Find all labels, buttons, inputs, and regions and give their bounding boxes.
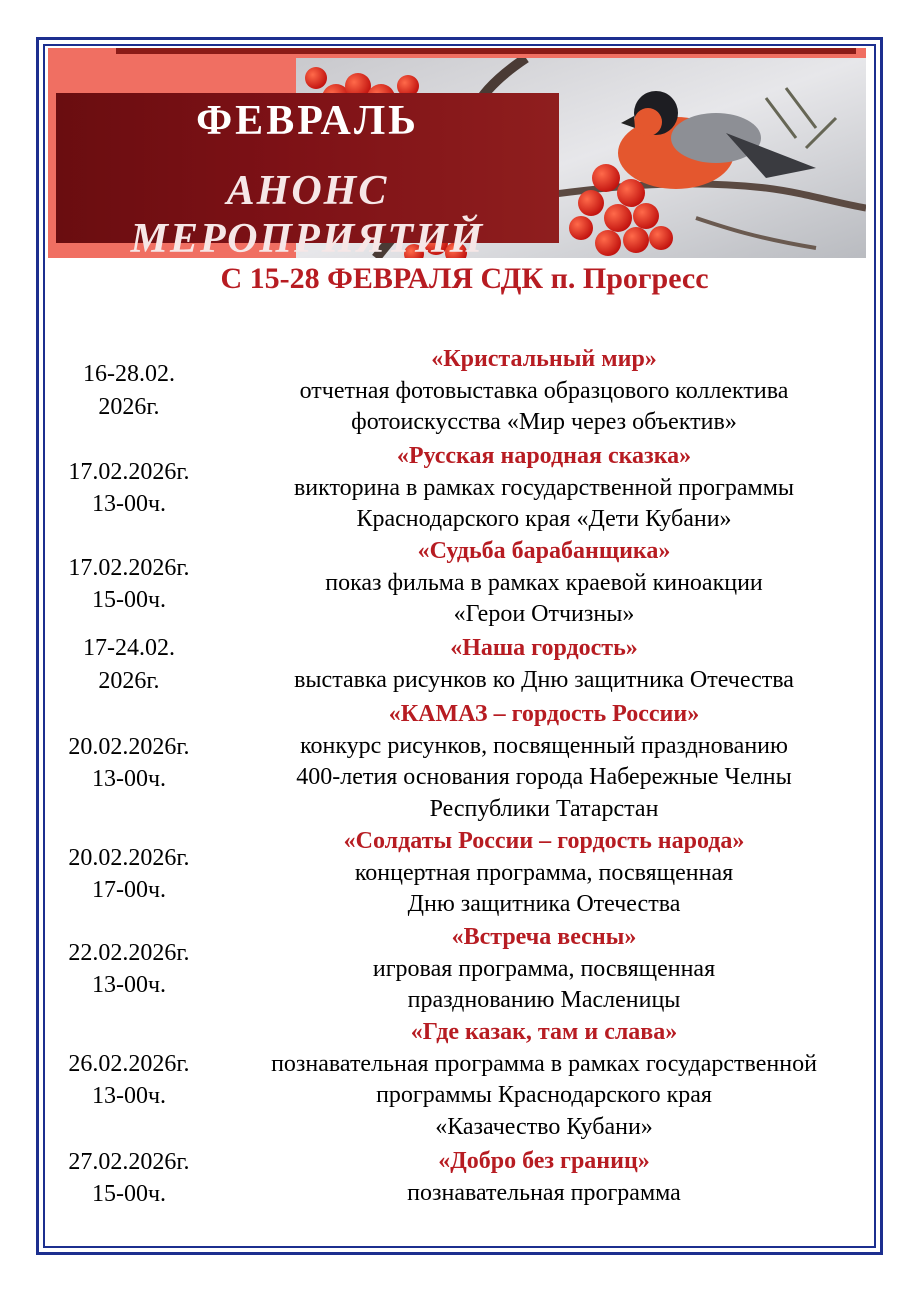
event-info xyxy=(218,826,870,921)
event-date: 17.02.2026г. 15-00ч. xyxy=(68,555,190,613)
event-date: 17.02.2026г. 13-00ч. xyxy=(68,459,190,517)
event-info xyxy=(218,1017,870,1143)
event-description: отчетная фотовыставка образцового коллектива фотоискусства «Мир через объектив» xyxy=(299,377,789,435)
event-info xyxy=(218,1146,870,1209)
event-info xyxy=(218,922,870,1017)
event-title: «Наша гордость» xyxy=(450,635,638,661)
event-description: викторина в рамках государственной программы Краснодарского края «Дети Кубани» xyxy=(293,474,795,532)
event-description: познавательная программа xyxy=(407,1179,681,1206)
event-title: «Судьба барабанщика» xyxy=(417,538,671,564)
page-title: С 15-28 ФЕВРАЛЯ СДК п. Прогресс xyxy=(220,262,709,295)
event-description: выставка рисунков ко Дню защитника Отечества xyxy=(294,666,794,693)
banner-title-month: ФЕВРАЛЬ xyxy=(196,98,419,144)
event-date: 20.02.2026г. 13-00ч. xyxy=(68,734,190,792)
event-info xyxy=(218,699,870,825)
event-info xyxy=(218,633,870,696)
event-date: 17-24.02. 2026г. xyxy=(83,635,175,694)
event-date: 20.02.2026г. 17-00ч. xyxy=(68,845,190,903)
event-description: познавательная программа в рамках государственной программы Краснодарского края «Казачество Кубани» xyxy=(271,1050,817,1140)
event-title: «Где казак, там и слава» xyxy=(410,1019,678,1045)
banner-subtitle: АНОНС МЕРОПРИЯТИЙ xyxy=(130,168,485,258)
event-title: «Солдаты России – гордость народа» xyxy=(343,828,745,854)
event-title: «КАМАЗ – гордость России» xyxy=(388,701,700,727)
event-description: показ фильма в рамках краевой киноакции «Герои Отчизны» xyxy=(325,569,763,627)
event-description: игровая программа, посвященная празднованию Масленицы xyxy=(372,955,716,1013)
event-title: «Встреча весны» xyxy=(451,924,637,950)
event-date: 27.02.2026г. 15-00ч. xyxy=(68,1149,190,1207)
event-info xyxy=(218,344,870,439)
event-date: 22.02.2026г. 13-00ч. xyxy=(68,940,190,998)
event-date: 26.02.2026г. 13-00ч. xyxy=(68,1051,190,1109)
event-title: «Добро без границ» xyxy=(438,1148,650,1174)
event-date: 16-28.02. 2026г. xyxy=(83,361,175,420)
event-description: конкурс рисунков, посвященный празднованию 400-летия основания города Набережные Челны Республики Татарстан xyxy=(296,732,792,822)
event-title: «Кристальный мир» xyxy=(431,346,657,372)
event-info xyxy=(218,536,870,631)
event-title: «Русская народная сказка» xyxy=(396,443,692,469)
event-info xyxy=(218,441,870,536)
event-description: концертная программа, посвященная Дню защитника Отечества xyxy=(354,859,734,917)
